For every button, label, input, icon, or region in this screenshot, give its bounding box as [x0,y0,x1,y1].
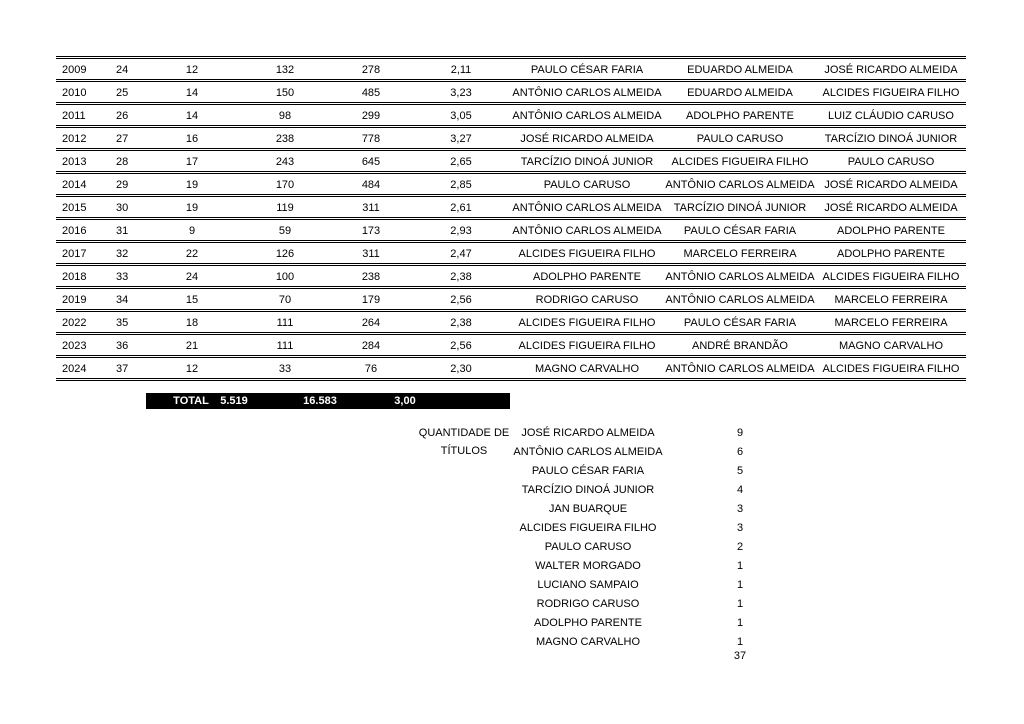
ratio-cell: 3,05 [450,110,472,122]
value-a-cell: 16 [185,133,199,145]
table-row [56,125,966,148]
second-place-cell: PAULO CÉSAR FARIA [683,225,797,237]
ratio-cell: 2,85 [450,179,472,191]
value-c-cell: 278 [361,64,381,76]
first-place-cell: ANTÔNIO CARLOS ALMEIDA [512,202,662,214]
value-a-cell: 12 [185,363,199,375]
list-item [0,500,1024,519]
year-cell: 2016 [62,225,87,237]
value-a-cell: 15 [185,294,199,306]
table-row [56,79,966,102]
list-item [0,576,1024,595]
value-c-cell: 311 [362,248,380,260]
title-holder-name: WALTER MORGADO [535,560,641,572]
third-place-cell: LUIZ CLÁUDIO CARUSO [828,110,954,122]
total-row [146,393,510,409]
value-a-cell: 19 [185,179,199,191]
value-a-cell: 22 [185,248,199,260]
edition-cell: 32 [116,248,129,260]
ratio-cell: 3,23 [450,87,472,99]
title-count: 6 [736,446,744,458]
year-cell: 2023 [62,340,87,352]
value-c-cell: 485 [361,87,381,99]
ratio-cell: 2,56 [450,340,472,352]
list-item [0,595,1024,614]
value-b-cell: 132 [275,64,295,76]
ratio-cell: 2,47 [450,248,472,260]
ratio-cell: 2,65 [450,156,472,168]
table-row [56,171,966,194]
title-count: 9 [736,427,744,439]
first-place-cell: ALCIDES FIGUEIRA FILHO [518,340,656,352]
edition-cell: 37 [116,363,129,375]
third-place-cell: PAULO CARUSO [847,156,935,168]
value-b-cell: 33 [278,363,292,375]
title-holder-name: RODRIGO CARUSO [536,598,640,610]
third-place-cell: JOSÉ RICARDO ALMEIDA [824,64,958,76]
value-b-cell: 70 [278,294,292,306]
third-place-cell: MARCELO FERREIRA [834,294,948,306]
title-count: 1 [736,579,744,591]
list-item [0,538,1024,557]
value-a-cell: 14 [185,87,199,99]
third-place-cell: MAGNO CARVALHO [838,340,944,352]
table-row [56,332,966,355]
ratio-cell: 2,56 [450,294,472,306]
total-b: 5.519 [220,395,248,407]
year-cell: 2009 [62,64,87,76]
second-place-cell: PAULO CÉSAR FARIA [683,317,797,329]
edition-cell: 27 [116,133,129,145]
first-place-cell: RODRIGO CARUSO [535,294,639,306]
title-count: 5 [736,465,744,477]
value-c-cell: 484 [361,179,381,191]
edition-cell: 26 [116,110,129,122]
title-count: 1 [736,617,744,629]
title-holder-name: LUCIANO SAMPAIO [537,579,639,591]
year-cell: 2011 [62,110,86,122]
list-item [0,557,1024,576]
list-item [0,462,1024,481]
second-place-cell: ANTÔNIO CARLOS ALMEIDA [665,294,815,306]
value-c-cell: 264 [361,317,381,329]
value-c-cell: 76 [364,363,378,375]
ratio-cell: 3,27 [450,133,472,145]
title-holder-name: TARCÍZIO DINOÁ JUNIOR [521,484,655,496]
title-holder-name: ANTÔNIO CARLOS ALMEIDA [513,446,663,458]
value-b-cell: 238 [275,133,295,145]
title-holder-name: MAGNO CARVALHO [535,636,641,648]
value-a-cell: 24 [185,271,199,283]
titles-heading-line2: TÍTULOS [440,445,488,457]
value-b-cell: 119 [276,202,294,214]
value-c-cell: 299 [361,110,381,122]
edition-cell: 35 [116,317,129,329]
value-b-cell: 170 [275,179,295,191]
year-cell: 2024 [62,363,87,375]
first-place-cell: ANTÔNIO CARLOS ALMEIDA [512,87,662,99]
first-place-cell: JOSÉ RICARDO ALMEIDA [520,133,654,145]
year-cell: 2017 [62,248,87,260]
ratio-cell: 2,11 [450,64,472,76]
year-cell: 2014 [62,179,87,191]
table-row [56,148,966,171]
third-place-cell: ADOLPHO PARENTE [837,248,945,260]
value-c-cell: 284 [361,340,381,352]
list-item [0,519,1024,538]
title-holder-name: PAULO CÉSAR FARIA [531,465,645,477]
third-place-cell: ALCIDES FIGUEIRA FILHO [822,87,960,99]
third-place-cell: TARCÍZIO DINOÁ JUNIOR [824,133,958,145]
first-place-cell: ADOLPHO PARENTE [533,271,641,283]
second-place-cell: ANDRÉ BRANDÃO [692,340,788,352]
third-place-cell: ADOLPHO PARENTE [837,225,945,237]
third-place-cell: ALCIDES FIGUEIRA FILHO [822,271,960,283]
edition-cell: 33 [116,271,129,283]
value-c-cell: 238 [361,271,381,283]
year-cell: 2022 [62,317,87,329]
second-place-cell: ADOLPHO PARENTE [686,110,794,122]
value-b-cell: 150 [275,87,295,99]
value-a-cell: 18 [185,317,199,329]
value-c-cell: 173 [361,225,381,237]
ratio-cell: 2,38 [450,317,472,329]
value-c-cell: 778 [361,133,381,145]
second-place-cell: ALCIDES FIGUEIRA FILHO [671,156,809,168]
edition-cell: 30 [116,202,129,214]
first-place-cell: PAULO CÉSAR FARIA [530,64,644,76]
year-cell: 2019 [62,294,87,306]
second-place-cell: PAULO CARUSO [696,133,784,145]
third-place-cell: ALCIDES FIGUEIRA FILHO [822,363,960,375]
first-place-cell: ANTÔNIO CARLOS ALMEIDA [512,225,662,237]
table-row [56,102,966,125]
table-row [56,355,966,381]
total-d: 3,00 [394,395,416,407]
year-cell: 2012 [62,133,87,145]
edition-cell: 28 [116,156,129,168]
value-a-cell: 21 [185,340,199,352]
value-b-cell: 59 [278,225,292,237]
edition-cell: 31 [116,225,129,237]
edition-cell: 34 [116,294,129,306]
value-c-cell: 645 [361,156,381,168]
table-row [56,263,966,286]
year-cell: 2013 [62,156,87,168]
value-a-cell: 9 [188,225,196,237]
first-place-cell: ALCIDES FIGUEIRA FILHO [518,248,656,260]
value-b-cell: 126 [275,248,295,260]
first-place-cell: PAULO CARUSO [543,179,631,191]
ratio-cell: 2,38 [450,271,472,283]
second-place-cell: ANTÔNIO CARLOS ALMEIDA [665,179,815,191]
list-item [0,614,1024,633]
list-item [0,443,1024,462]
list-item [0,424,1024,443]
first-place-cell: TARCÍZIO DINOÁ JUNIOR [520,156,654,168]
value-a-cell: 12 [185,64,199,76]
total-c: 16.583 [303,395,337,407]
title-holder-name: PAULO CARUSO [544,541,632,553]
total-label: TOTAL [173,395,209,407]
value-b-cell: 111 [276,340,294,352]
edition-cell: 29 [116,179,129,191]
value-c-cell: 311 [362,202,380,214]
value-a-cell: 17 [185,156,199,168]
table-row [56,194,966,217]
value-b-cell: 98 [278,110,292,122]
table-row [56,286,966,309]
third-place-cell: JOSÉ RICARDO ALMEIDA [824,202,958,214]
year-cell: 2015 [62,202,87,214]
table-row [56,309,966,332]
third-place-cell: JOSÉ RICARDO ALMEIDA [824,179,958,191]
value-b-cell: 111 [276,317,294,329]
title-count: 3 [736,503,744,515]
second-place-cell: EDUARDO ALMEIDA [687,64,793,76]
value-a-cell: 14 [185,110,199,122]
value-b-cell: 100 [275,271,295,283]
title-holder-name: JOSÉ RICARDO ALMEIDA [521,427,655,439]
first-place-cell: ANTÔNIO CARLOS ALMEIDA [512,110,662,122]
value-a-cell: 19 [185,202,199,214]
titles-sum: 37 [733,650,747,662]
title-count: 1 [736,598,744,610]
list-item [0,481,1024,500]
second-place-cell: ANTÔNIO CARLOS ALMEIDA [665,363,815,375]
results-table [56,56,966,381]
title-count: 2 [736,541,744,553]
first-place-cell: MAGNO CARVALHO [534,363,640,375]
titles-heading-line1: QUANTIDADE DE [418,427,510,439]
title-holder-name: ALCIDES FIGUEIRA FILHO [519,522,657,534]
second-place-cell: EDUARDO ALMEIDA [687,87,793,99]
table-row [56,217,966,240]
title-count: 1 [736,560,744,572]
title-holder-name: ADOLPHO PARENTE [534,617,642,629]
title-count: 4 [736,484,744,496]
title-count: 3 [736,522,744,534]
list-item [0,633,1024,652]
edition-cell: 25 [116,87,129,99]
ratio-cell: 2,61 [450,202,472,214]
table-row [56,240,966,263]
ratio-cell: 2,30 [450,363,472,375]
third-place-cell: MARCELO FERREIRA [834,317,948,329]
edition-cell: 24 [116,64,129,76]
year-cell: 2010 [62,87,87,99]
title-count: 1 [736,636,744,648]
value-b-cell: 243 [275,156,295,168]
value-c-cell: 179 [361,294,381,306]
year-cell: 2018 [62,271,87,283]
edition-cell: 36 [116,340,129,352]
ratio-cell: 2,93 [450,225,472,237]
table-row [56,56,966,79]
second-place-cell: ANTÔNIO CARLOS ALMEIDA [665,271,815,283]
title-holder-name: JAN BUARQUE [548,503,628,515]
first-place-cell: ALCIDES FIGUEIRA FILHO [518,317,656,329]
second-place-cell: TARCÍZIO DINOÁ JUNIOR [673,202,807,214]
second-place-cell: MARCELO FERREIRA [683,248,797,260]
